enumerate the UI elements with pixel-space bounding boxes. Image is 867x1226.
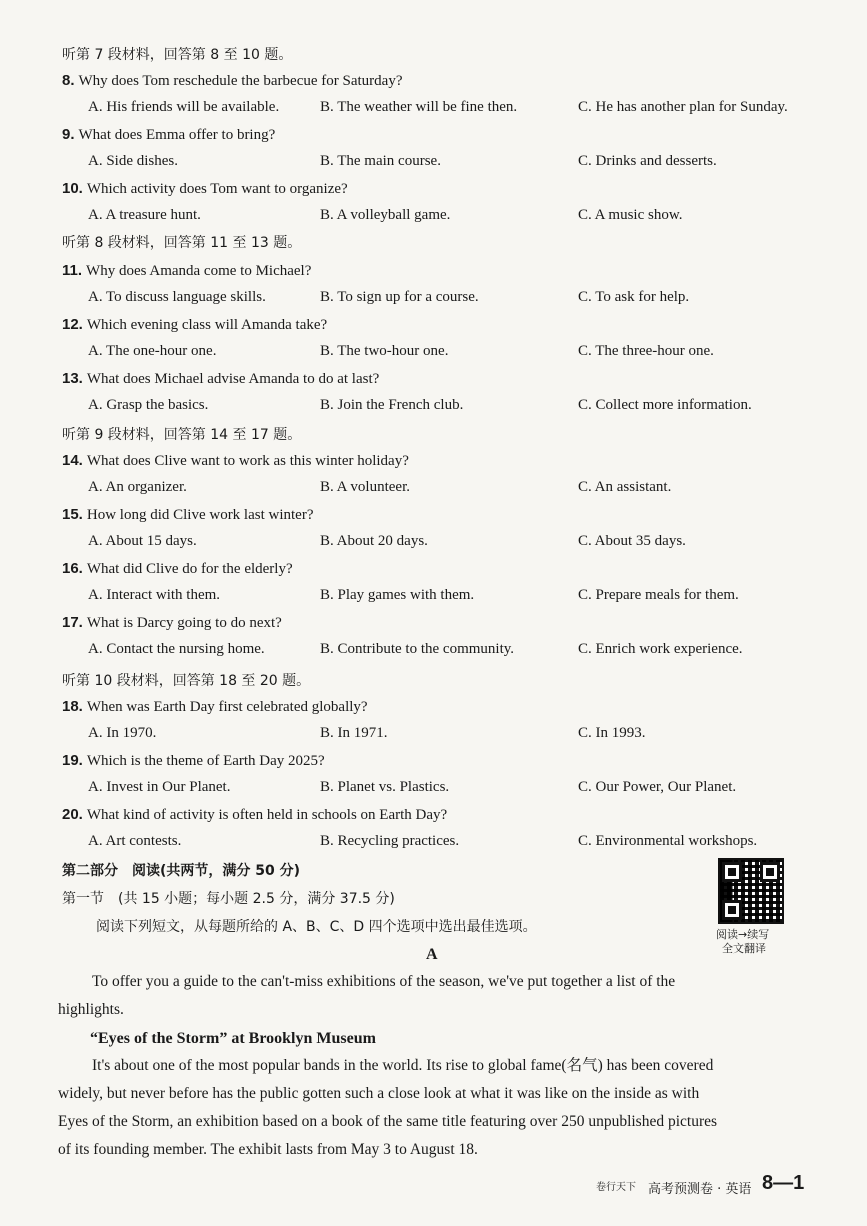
option-b: B. To sign up for a course. <box>320 289 479 305</box>
question-stem <box>62 698 368 716</box>
passage-intro <box>58 968 808 1024</box>
passage-heading: “Eyes of the Storm” at Brooklyn Museum <box>90 1030 376 1047</box>
question-text: Which activity does Tom want to organize? <box>86 181 348 197</box>
option-a: A. A treasure hunt. <box>88 207 201 223</box>
section-header-8: 听第 8 段材料，回答第 11 至 13 题。 <box>62 235 302 251</box>
option-b: B. Recycling practices. <box>320 833 460 849</box>
question-number: 12. <box>62 316 83 333</box>
option-a: A. An organizer. <box>88 479 187 495</box>
question-number: 11. <box>62 262 83 279</box>
question-stem <box>62 806 447 824</box>
question-stem <box>62 370 379 388</box>
question-text: What is Darcy going to do next? <box>86 615 282 631</box>
option-b: B. Contribute to the community. <box>320 641 515 657</box>
question-number: 18. <box>62 698 83 715</box>
question-stem <box>62 614 282 632</box>
question-text: What does Clive want to work as this winter holiday? <box>86 453 409 469</box>
passage-paragraph-1 <box>58 1052 808 1164</box>
question-number: 14. <box>62 452 83 469</box>
question-stem <box>62 126 275 144</box>
option-a: A. In 1970. <box>88 725 157 741</box>
option-c: C. He has another plan for Sunday. <box>578 99 788 115</box>
option-b: B. The weather will be fine then. <box>320 99 518 115</box>
question-stem <box>62 72 402 90</box>
option-a: A. Grasp the basics. <box>88 397 209 413</box>
question-text: Which is the theme of Earth Day 2025? <box>86 753 325 769</box>
section-header-10: 听第 10 段材料，回答第 18 至 20 题。 <box>62 673 311 689</box>
question-text: How long did Clive work last winter? <box>86 507 314 523</box>
option-c: C. In 1993. <box>578 725 646 741</box>
qr-code-icon[interactable] <box>718 858 784 924</box>
option-a: A. About 15 days. <box>88 533 197 549</box>
question-number: 8. <box>62 72 75 89</box>
option-c: C. Our Power, Our Planet. <box>578 779 737 795</box>
question-stem <box>62 180 348 198</box>
option-a: A. Contact the nursing home. <box>88 641 265 657</box>
option-a: A. Art contests. <box>88 833 182 849</box>
question-text: When was Earth Day first celebrated globally? <box>86 699 368 715</box>
question-text: What does Emma offer to bring? <box>78 127 276 143</box>
option-c: C. Prepare meals for them. <box>578 587 739 603</box>
part2-section1: 第一节 (共 15 小题；每小题 2.5 分，满分 37.5 分) <box>62 891 395 907</box>
qr-caption-2: 全文翻译 <box>722 942 766 955</box>
question-number: 17. <box>62 614 83 631</box>
option-b: B. In 1971. <box>320 725 388 741</box>
question-number: 10. <box>62 180 83 197</box>
page-number: 8—1 <box>762 1172 805 1194</box>
passage-p1-line-4: of its founding member. The exhibit lasts from May 3 to August 18. <box>58 1141 478 1158</box>
passage-intro-line-1: To offer you a guide to the can't-miss exhibitions of the season, we've put together a list of the <box>92 973 676 990</box>
question-stem <box>62 316 327 334</box>
passage-intro-line-2: highlights. <box>58 1001 124 1018</box>
part2-instruction: 阅读下列短文，从每题所给的 A、B、C、D 四个选项中选出最佳选项。 <box>96 919 537 935</box>
question-number: 16. <box>62 560 83 577</box>
passage-p1-line-1: It's about one of the most popular bands in the world. Its rise to global fame(名气) has been covered <box>92 1057 714 1074</box>
passage-p1-line-2: widely, but never before has the public gotten such a close look at what it was like on the inside as with <box>58 1085 700 1102</box>
option-a: A. To discuss language skills. <box>88 289 266 305</box>
option-b: B. Join the French club. <box>320 397 464 413</box>
question-text: Which evening class will Amanda take? <box>86 317 328 333</box>
question-stem <box>62 560 293 578</box>
question-text: What kind of activity is often held in schools on Earth Day? <box>86 807 448 823</box>
option-c: C. The three-hour one. <box>578 343 714 359</box>
option-a: A. Invest in Our Planet. <box>88 779 231 795</box>
option-b: B. Planet vs. Plastics. <box>320 779 450 795</box>
question-text: Why does Tom reschedule the barbecue for Saturday? <box>78 73 403 89</box>
question-stem <box>62 452 409 470</box>
option-b: B. A volunteer. <box>320 479 410 495</box>
section-header-9: 听第 9 段材料，回答第 14 至 17 题。 <box>62 427 302 443</box>
question-stem <box>62 752 325 770</box>
footer-brand: 卷行天下 <box>596 1182 636 1193</box>
footer-series: 高考预测卷 · 英语 <box>648 1182 752 1197</box>
question-text: Why does Amanda come to Michael? <box>86 263 312 279</box>
part2-title: 第二部分 阅读(共两节，满分 50 分) <box>62 863 301 879</box>
option-c: C. An assistant. <box>578 479 672 495</box>
option-c: C. Environmental workshops. <box>578 833 758 849</box>
option-a: A. Interact with them. <box>88 587 221 603</box>
option-a: A. His friends will be available. <box>88 99 280 115</box>
question-stem <box>62 506 314 524</box>
question-number: 9. <box>62 126 75 143</box>
option-c: C. Collect more information. <box>578 397 752 413</box>
option-c: C. To ask for help. <box>578 289 690 305</box>
option-c: C. A music show. <box>578 207 683 223</box>
option-c: C. Enrich work experience. <box>578 641 743 657</box>
passage-label: A <box>426 946 438 963</box>
option-b: B. The main course. <box>320 153 441 169</box>
question-number: 13. <box>62 370 83 387</box>
option-b: B. About 20 days. <box>320 533 428 549</box>
option-a: A. The one-hour one. <box>88 343 217 359</box>
option-c: C. About 35 days. <box>578 533 686 549</box>
option-c: C. Drinks and desserts. <box>578 153 717 169</box>
option-b: B. A volleyball game. <box>320 207 451 223</box>
question-text: What does Michael advise Amanda to do at last? <box>86 371 380 387</box>
qr-caption-1: 阅读→续写 <box>716 928 770 941</box>
question-stem <box>62 262 311 280</box>
option-b: B. Play games with them. <box>320 587 475 603</box>
question-number: 19. <box>62 752 83 769</box>
question-number: 15. <box>62 506 83 523</box>
section-header-7: 听第 7 段材料，回答第 8 至 10 题。 <box>62 47 293 63</box>
question-number: 20. <box>62 806 83 823</box>
passage-p1-line-3: Eyes of the Storm, an exhibition based on a book of the same title featuring over 250 unpublished pictures <box>58 1113 718 1130</box>
option-b: B. The two-hour one. <box>320 343 449 359</box>
question-text: What did Clive do for the elderly? <box>86 561 293 577</box>
option-a: A. Side dishes. <box>88 153 178 169</box>
